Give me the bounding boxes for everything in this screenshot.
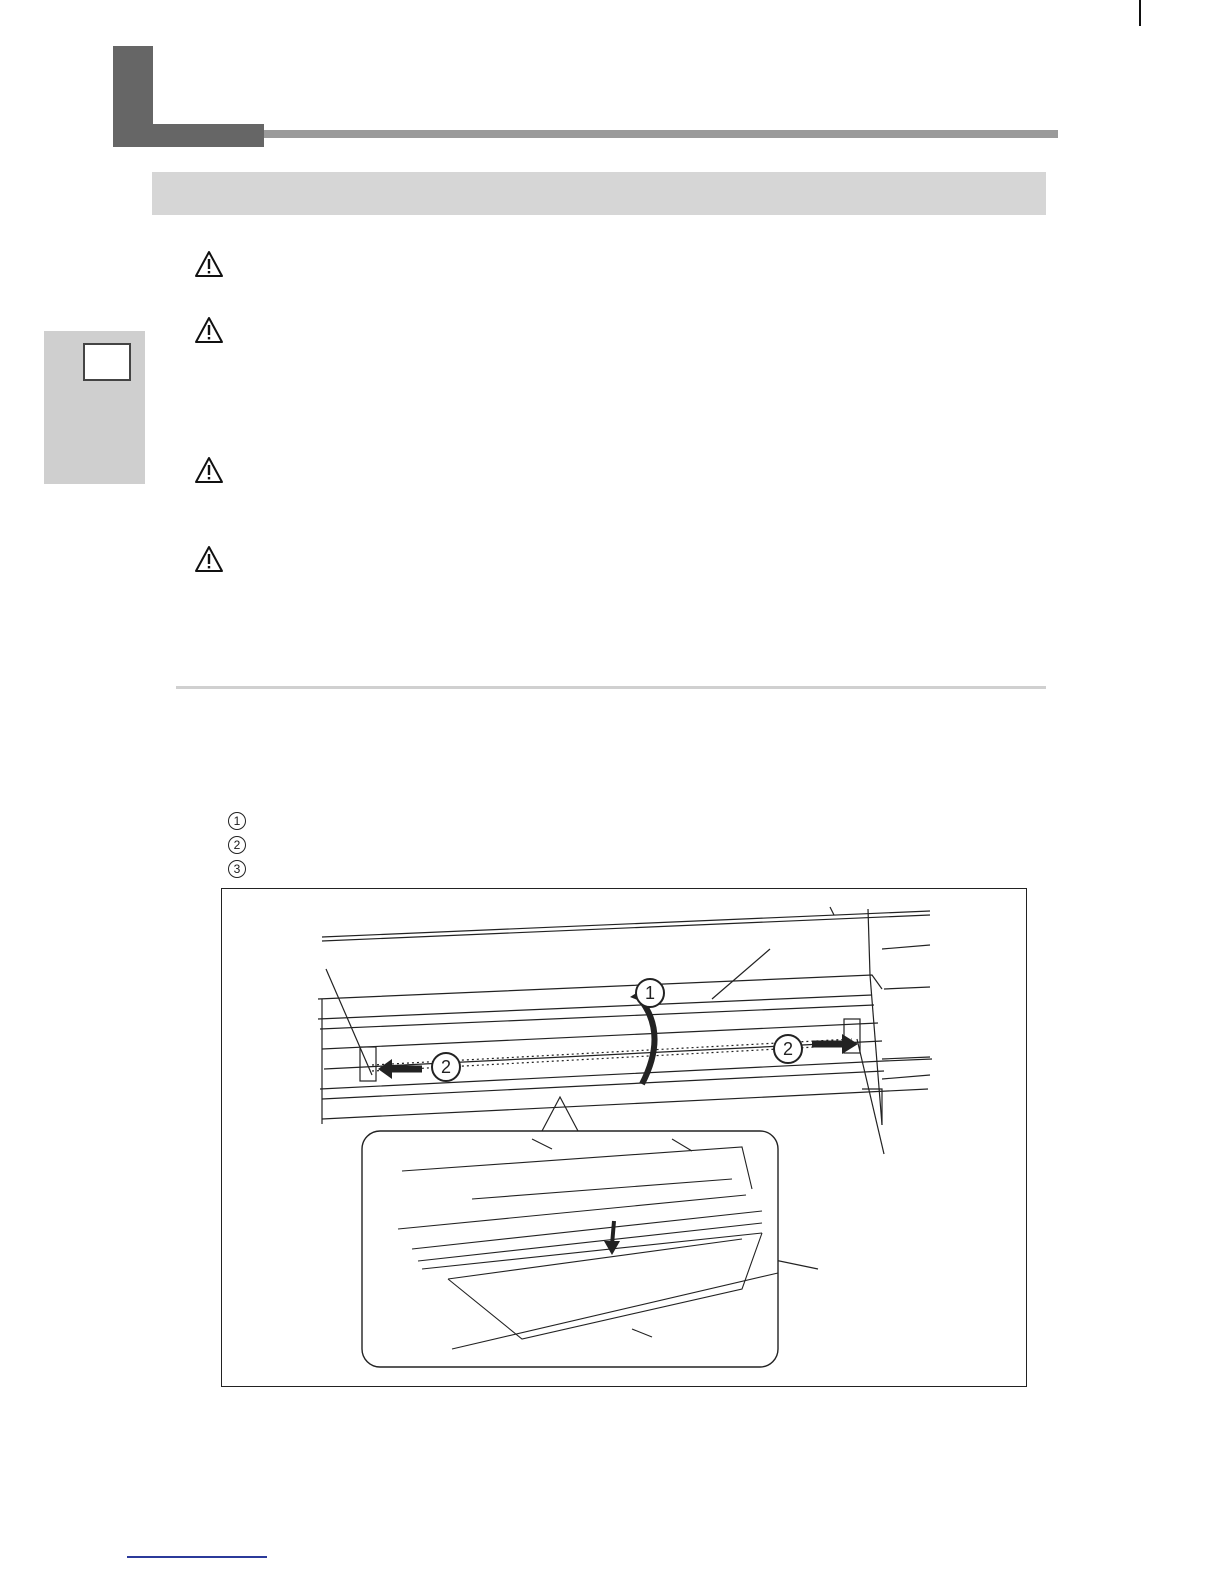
step-2 (228, 834, 256, 856)
warning-triangle-icon (194, 456, 224, 484)
step-1 (228, 810, 256, 832)
section-divider (176, 686, 1046, 689)
step-2-marker: 2 (228, 836, 246, 854)
registration-mark (1139, 0, 1141, 26)
step-3 (228, 858, 256, 880)
step-3-marker: 3 (228, 860, 246, 878)
chapter-rule (264, 130, 1058, 138)
callout-1-label: 1 (644, 983, 656, 1003)
chapter-block-foot (113, 124, 264, 147)
footer-link[interactable] (127, 1556, 267, 1558)
step-1-marker: 1 (228, 812, 246, 830)
section-band (152, 172, 1046, 215)
printer-illustration (222, 889, 1028, 1388)
callout-2-left-label: 2 (440, 1057, 452, 1077)
inset-detail-frame (362, 1131, 778, 1367)
warning-triangle-icon (194, 316, 224, 344)
printer-illustration-frame (221, 888, 1027, 1387)
warning-triangle-icon (194, 545, 224, 573)
side-tab-box (83, 343, 131, 381)
callout-2-right-label: 2 (782, 1039, 794, 1059)
rotate-arrow-icon (640, 999, 655, 1084)
warning-triangle-icon (194, 250, 224, 278)
